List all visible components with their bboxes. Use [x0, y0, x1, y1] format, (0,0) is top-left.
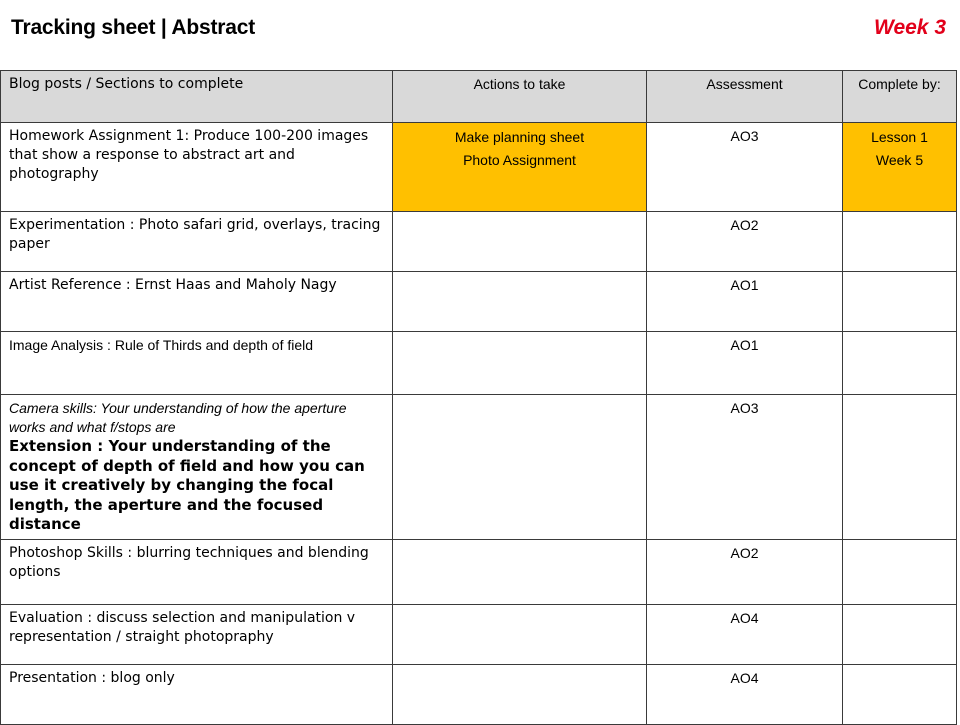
row-section: Experimentation : Photo safari grid, overlays, tracing paper — [1, 212, 393, 272]
header-actions: Actions to take — [393, 71, 647, 123]
row-actions — [393, 272, 647, 332]
row-assessment: AO4 — [647, 604, 843, 664]
row-assessment: AO2 — [647, 212, 843, 272]
row-assessment: AO3 — [647, 395, 843, 540]
table-row — [1, 212, 957, 272]
table-row — [1, 272, 957, 332]
row-actions — [393, 123, 647, 212]
row-complete-by — [843, 212, 957, 272]
row-section: Artist Reference : Ernst Haas and Maholy Nagy — [1, 272, 393, 332]
header-assessment: Assessment — [647, 71, 843, 123]
header-sections: Blog posts / Sections to complete — [1, 71, 393, 123]
action-item: Make planning sheet — [454, 129, 585, 145]
row-complete-by — [843, 395, 957, 540]
row-section: Evaluation : discuss selection and manipulation v representation / straight photopraphy — [1, 604, 393, 664]
row-section — [1, 395, 393, 540]
row-actions — [393, 332, 647, 395]
row-section: Photoshop Skills : blurring techniques and blending options — [1, 539, 393, 604]
row-assessment: AO2 — [647, 539, 843, 604]
page-title: Tracking sheet | Abstract — [11, 16, 256, 39]
row-complete-by — [843, 539, 957, 604]
row-actions — [393, 604, 647, 664]
table-row — [1, 664, 957, 724]
row-section: Homework Assignment 1: Produce 100-200 images that show a response to abstract art and photography — [1, 123, 393, 212]
row-assessment: AO1 — [647, 272, 843, 332]
table-row — [1, 604, 957, 664]
row-complete-by — [843, 332, 957, 395]
row-assessment: AO3 — [647, 123, 843, 212]
row-complete-by — [843, 664, 957, 724]
row-complete-by — [843, 604, 957, 664]
row-complete-by — [843, 272, 957, 332]
row-complete-by — [843, 123, 957, 212]
action-item: Photo Assignment — [463, 152, 576, 168]
table-row — [1, 539, 957, 604]
row-actions — [393, 212, 647, 272]
table-header-row — [1, 71, 957, 123]
row-assessment: AO1 — [647, 332, 843, 395]
row-actions — [393, 539, 647, 604]
row-assessment: AO4 — [647, 664, 843, 724]
row-actions — [393, 664, 647, 724]
header-complete-by: Complete by: — [843, 71, 957, 123]
table-row — [1, 123, 957, 212]
complete-by-item: Lesson 1 — [871, 129, 928, 145]
section-extension-text: Extension : Your understanding of the concept of depth of field and how you can use it creatively by changing the focal length, the aperture and the focused distance — [9, 437, 365, 533]
week-label: Week 3 — [874, 16, 946, 39]
complete-by-item: Week 5 — [875, 152, 924, 168]
table-row — [1, 395, 957, 540]
row-section: Presentation : blog only — [1, 664, 393, 724]
table-row — [1, 332, 957, 395]
section-italic-text: Camera skills: Your understanding of how the aperture works and what f/stops are — [9, 400, 347, 435]
tracking-table — [0, 70, 957, 725]
row-section: Image Analysis : Rule of Thirds and depth of field — [1, 332, 393, 395]
row-actions — [393, 395, 647, 540]
